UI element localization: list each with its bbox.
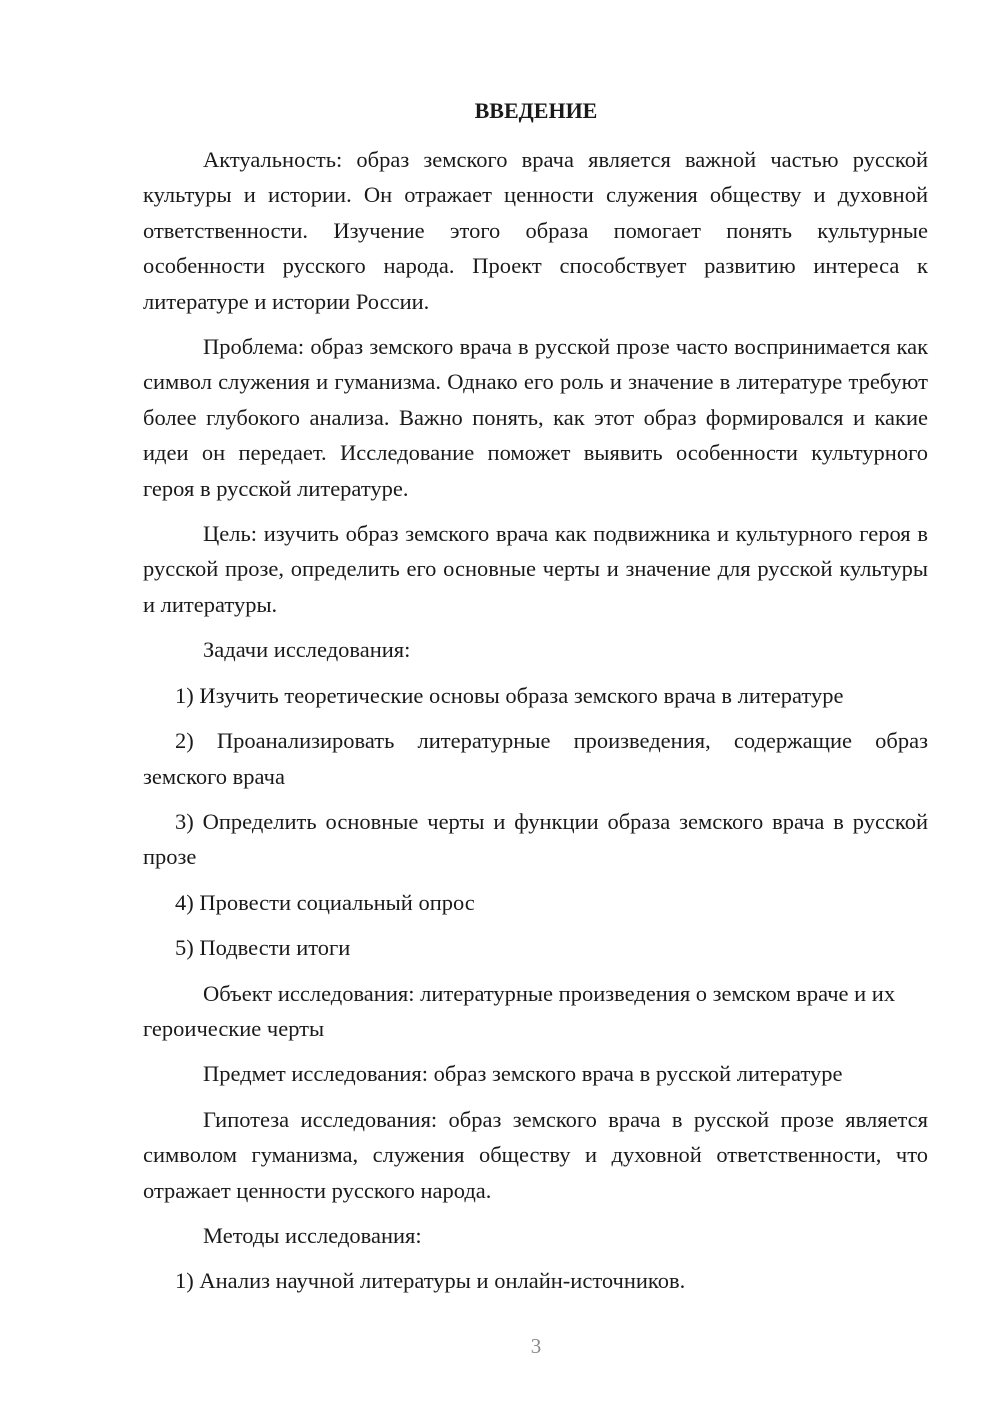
- paragraph-goal: Цель: изучить образ земского врача как подвижника и культурного героя в русской прозе, определить его основные черты и значение для русской культуры и литературы.: [143, 521, 928, 617]
- task-item-4: 4) Провести социальный опрос: [175, 889, 475, 915]
- methods-title: Методы исследования:: [203, 1222, 422, 1248]
- task-item-2: 2) Проанализировать литературные произведения, содержащие образ земского врача: [143, 728, 928, 789]
- method-item-1: 1) Анализ научной литературы и онлайн-источников.: [175, 1268, 686, 1294]
- paragraph-subject: Предмет исследования: образ земского врача в русской литературе: [203, 1061, 843, 1087]
- paragraph-relevance: Актуальность: образ земского врача является важной частью русской культуры и истории. Он отражает ценности служения обществу и духовной ответственности. Изучение этого образа помогает понять культурные особенности русского народа. Проект способствует развитию интереса к литературе и истории России.: [143, 147, 928, 314]
- paragraph-object: Объект исследования: литературные произведения о земском враче и их героические черты: [143, 980, 896, 1041]
- paragraph-hypothesis: Гипотеза исследования: образ земского врача в русской прозе является символом гуманизма, служения обществу и духовной ответственности, что отражает ценности русского народа.: [143, 1106, 928, 1203]
- task-item-5: 5) Подвести итоги: [175, 935, 351, 961]
- tasks-title: Задачи исследования:: [203, 637, 411, 663]
- page-number: 3: [530, 1334, 542, 1358]
- section-heading: ВВЕДЕНИЕ: [474, 98, 598, 123]
- body-text: [143, 142, 928, 1309]
- task-item-1: 1) Изучить теоретические основы образа земского врача в литературе: [175, 682, 844, 708]
- paragraph-problem: Проблема: образ земского врача в русской прозе часто воспринимается как символ служения и гуманизма. Однако его роль и значение в литературе требуют более глубокого анализа. Важно понять, как этот образ формировался и какие идеи он передает. Исследование поможет выявить особенности культурного героя в русской литературе.: [143, 334, 928, 501]
- task-item-3: 3) Определить основные черты и функции образа земского врача в русской прозе: [143, 808, 928, 870]
